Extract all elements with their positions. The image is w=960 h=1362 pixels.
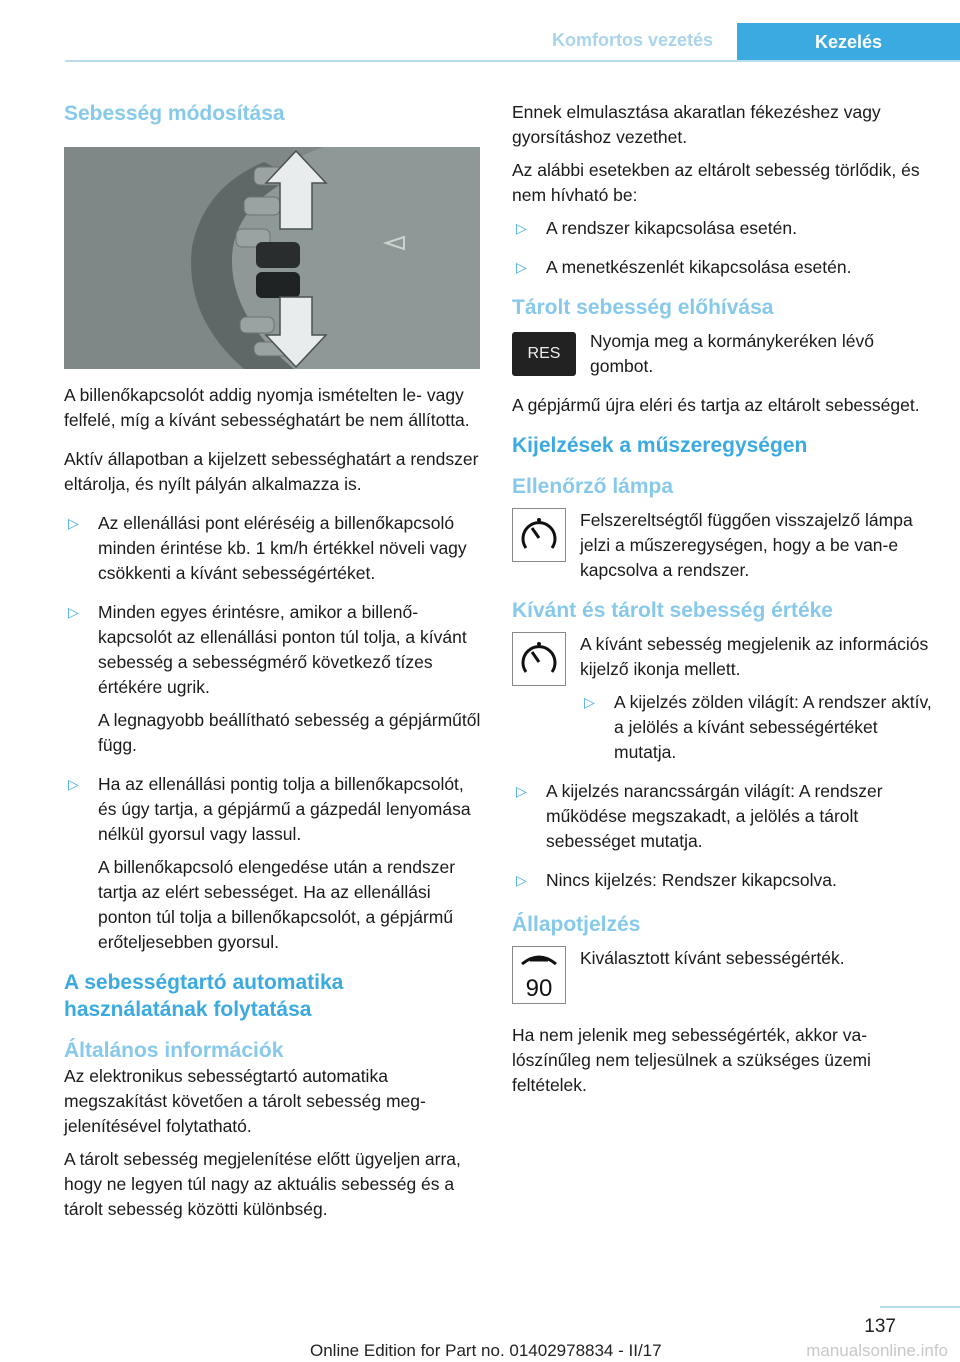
desired-speed-description: A kívánt sebesség megjelenik az információs kijelző ikonja mellett. — [580, 634, 929, 679]
status-row — [512, 946, 932, 1009]
triangle-bullet-icon: ▷ — [516, 783, 527, 799]
triangle-bullet-icon: ▷ — [68, 776, 79, 792]
subsection-title: Állapotjelzés — [512, 913, 641, 936]
header-section: Komfortos vezetés — [551, 30, 714, 50]
paragraph: Aktív állapotban a kijelzett sebességhatárt a rendszer eltárolja, és nyílt pályán alkalmazza is. — [64, 449, 479, 494]
list-item: ▷ A menetkészenlét kikapcsolása esetén. — [512, 255, 932, 280]
list-item: ▷ Ha az ellenállási pontig tolja a billenőkapcsolót, és úgy tartja, a gépjármű a gázpedál lenyomása nélkül gyorsul vagy lassul. A billenőkapcsoló elengedése után a rendszer tartja az elért sebességet. Ha az ellenállási ponton túl tolja a billenőkapcsolót, a gépjármű erőteljesebben gyorsul. — [64, 772, 484, 955]
paragraph: Az elektronikus sebességtartó automatika megszakítást követően a tárolt sebesség megjelenítésével folytatható. — [64, 1066, 426, 1136]
desired-speed-row — [512, 632, 932, 779]
steering-wheel-photo — [64, 147, 480, 369]
triangle-bullet-icon: ▷ — [68, 604, 79, 620]
section-title: A sebességtartó automatika használatának folytatása — [64, 971, 344, 1021]
list-item: ▷ Minden egyes érintésre, amikor a billenőkapcsolót az ellenállási ponton túl tolja, a kívánt sebesség a sebességmérő következő tízes értékére ugrik. A legnagyobb beállítható sebesség a gépjárműtől függ. — [64, 600, 484, 758]
lamp-row — [512, 508, 932, 583]
footer-divider — [880, 1306, 960, 1308]
status-description: Kiválasztott kívánt sebességérték. — [580, 948, 845, 968]
list-item: ▷ A kijelzés zölden világít: A rendszer aktív, a jelölés a kívánt sebességértéket mutatja. — [584, 692, 932, 762]
triangle-bullet-icon: ▷ — [516, 259, 527, 275]
bullet-list — [512, 779, 932, 893]
paragraph: A gépjármű újra eléri és tartja az eltárolt sebességet. — [512, 395, 920, 415]
paragraph: A tárolt sebesség megjelenítése előtt ügyeljen arra, hogy ne legyen túl nagy az aktuális sebesség és a tárolt sebesség közötti különbség. — [64, 1149, 461, 1219]
speedometer-icon — [512, 632, 566, 691]
edition-info: Online Edition for Part no. 01402978834 - II/17 — [310, 1341, 662, 1360]
speedometer-lamp-icon — [512, 508, 566, 567]
lamp-description: Felszereltségtől függően visszajelző lámpa jelzi a műszeregységen, hogy a be van-e kapcsolva a rendszer. — [580, 510, 913, 580]
bullet-list — [512, 216, 932, 280]
svg-text:90: 90 — [525, 975, 553, 1002]
triangle-bullet-icon: ▷ — [68, 515, 79, 531]
bullet-list — [580, 690, 932, 765]
paragraph: Az alábbi esetekben az eltárolt sebesség törlődik, és nem hívható be: — [512, 160, 920, 205]
subsection-title: Kívánt és tárolt sebesség értéke — [512, 599, 833, 622]
speed-display-icon — [512, 946, 566, 1009]
list-item-note: A billenőkapcsoló elengedése után a rendszer tartja az elért sebességet. Ha az ellenállási ponton túl tolja a billenőkapcsolót, a gépjármű erőteljesebben gyorsul. — [98, 857, 456, 952]
list-item-note: A legnagyobb beállítható sebesség a gépjárműtől függ. — [98, 710, 481, 755]
res-description: Nyomja meg a kormánykeréken lévő gombot. — [590, 331, 875, 376]
triangle-bullet-icon: ▷ — [516, 220, 527, 236]
paragraph: A billenőkapcsolót addig nyomja ismételten le- vagy felfelé, míg a kívánt sebességhatárt be nem állította. — [64, 385, 470, 430]
list-item: ▷ Nincs kijelzés: Rendszer kikapcsolva. — [512, 868, 932, 893]
paragraph: Ha nem jelenik meg sebességérték, akkor valószínűleg nem teljesülnek a szükséges üzemi feltételek. — [512, 1025, 871, 1095]
subsection-title: Tárolt sebesség előhívása — [512, 296, 774, 319]
section-title: Kijelzések a műszeregységen — [512, 434, 808, 457]
paragraph: Ennek elmulasztása akaratlan fékezéshez vagy gyorsításhoz vezethet. — [512, 102, 881, 147]
left-column — [64, 100, 484, 1222]
subsection-title: Ellenőrző lámpa — [512, 475, 674, 498]
subsection-title: Általános információk — [64, 1039, 284, 1062]
header-divider — [65, 60, 960, 62]
list-item: ▷ Az ellenállási pont eléréséig a billenőkapcsoló minden érintése kb. 1 km/h értékkel növeli vagy csökkenti a kívánt sebességértéket. — [68, 513, 467, 583]
list-item: ▷ A kijelzés narancssárgán világít: A rendszer működése megszakadt, a jelölés a tárolt sebességet mutatja. — [516, 781, 883, 851]
page-number: 137 — [864, 1316, 896, 1337]
header-tab[interactable]: Kezelés — [737, 23, 960, 61]
right-column — [512, 100, 932, 1098]
watermark: manualsonline.info — [806, 1341, 948, 1360]
triangle-bullet-icon: ▷ — [584, 694, 595, 710]
res-button-icon: RES — [512, 332, 576, 376]
list-item: ▷ A rendszer kikapcsolása esetén. — [512, 216, 932, 241]
res-row — [512, 329, 932, 379]
bullet-list — [64, 511, 484, 955]
triangle-bullet-icon: ▷ — [516, 872, 527, 888]
rocker-switch-illustration — [64, 147, 480, 369]
section-title: Sebesség módosítása — [64, 102, 285, 125]
